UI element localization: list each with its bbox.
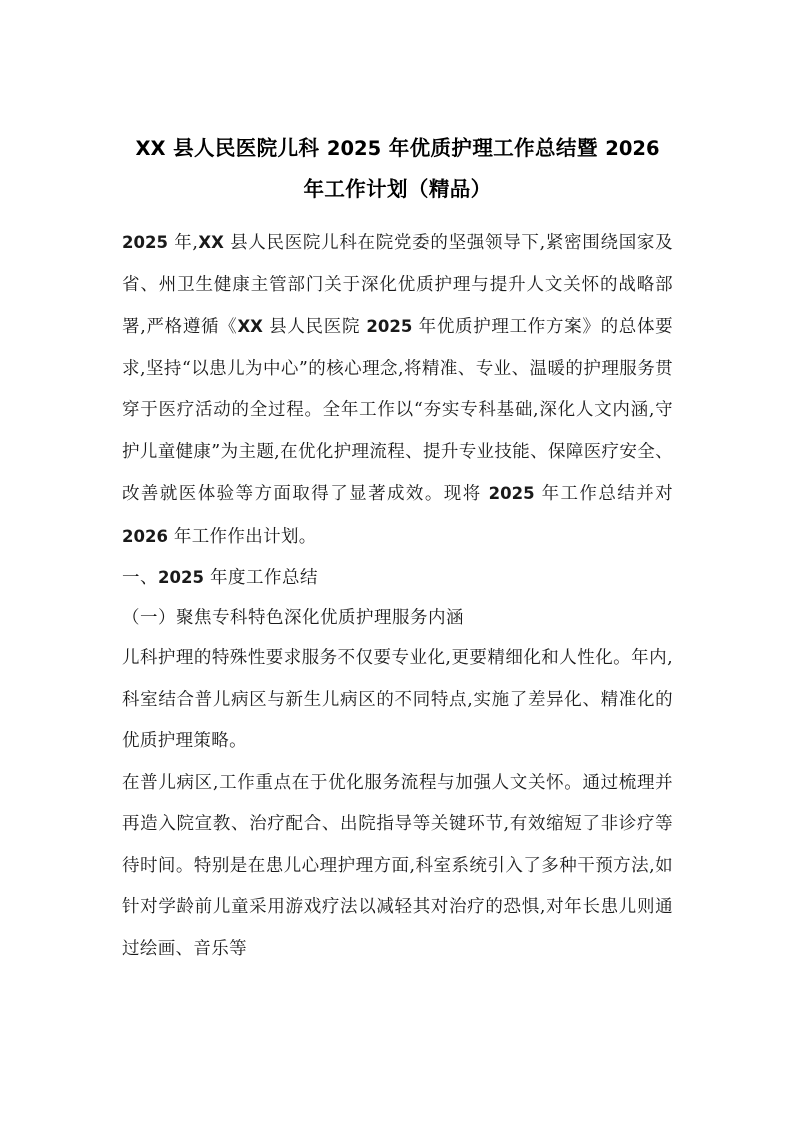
document-body: [122, 128, 673, 970]
paragraph-pediatric-nursing-specificity: 儿科护理的特殊性要求服务不仅要专业化,更要精细化和人性化。年内,科室结合普儿病区与新生儿病区的不同特点,实施了差异化、精准化的优质护理策略。: [122, 648, 673, 751]
subsection-heading-specialty-focus: （一）聚焦专科特色深化优质护理服务内涵: [122, 608, 464, 628]
page-title-line-2: 年工作计划（精品）: [303, 177, 492, 201]
page-title-line-1: XX 县人民医院儿科 2025 年优质护理工作总结暨 2026: [135, 136, 660, 160]
paragraph-general-pediatric-ward: 在普儿病区,工作重点在于优化服务流程与加强人文关怀。通过梳理并再造入院宣教、治疗配合、出院指导等关键环节,有效缩短了非诊疗等待时间。特别是在患儿心理护理方面,科室系统引入了多种干预方法,如针对学龄前儿童采用游戏疗法以减轻其对治疗的恐惧,对年长患儿则通过绘画、音乐等: [122, 772, 673, 959]
section-heading-year-summary: 一、2025 年度工作总结: [122, 568, 318, 588]
page-title: [122, 128, 673, 210]
lead-paragraph: 2025 年,XX 县人民医院儿科在院党委的坚强领导下,紧密围绕国家及省、州卫生健康主管部门关于深化优质护理与提升人文关怀的战略部署,严格遵循《XX 县人民医院 2025 年优质护理工作方案》的总体要求,坚持“以患儿为中心”的核心理念,将精准、专业、温暖的护理服务贯穿于医疗活动的全过程。全年工作以“夯实专科基础,深化人文内涵,守护儿童健康”为主题,在优化护理流程、提升专业技能、保障医疗安全、改善就医体验等方面取得了显著成效。现将 2025 年工作总结并对 2026 年工作作出计划。: [122, 233, 674, 547]
